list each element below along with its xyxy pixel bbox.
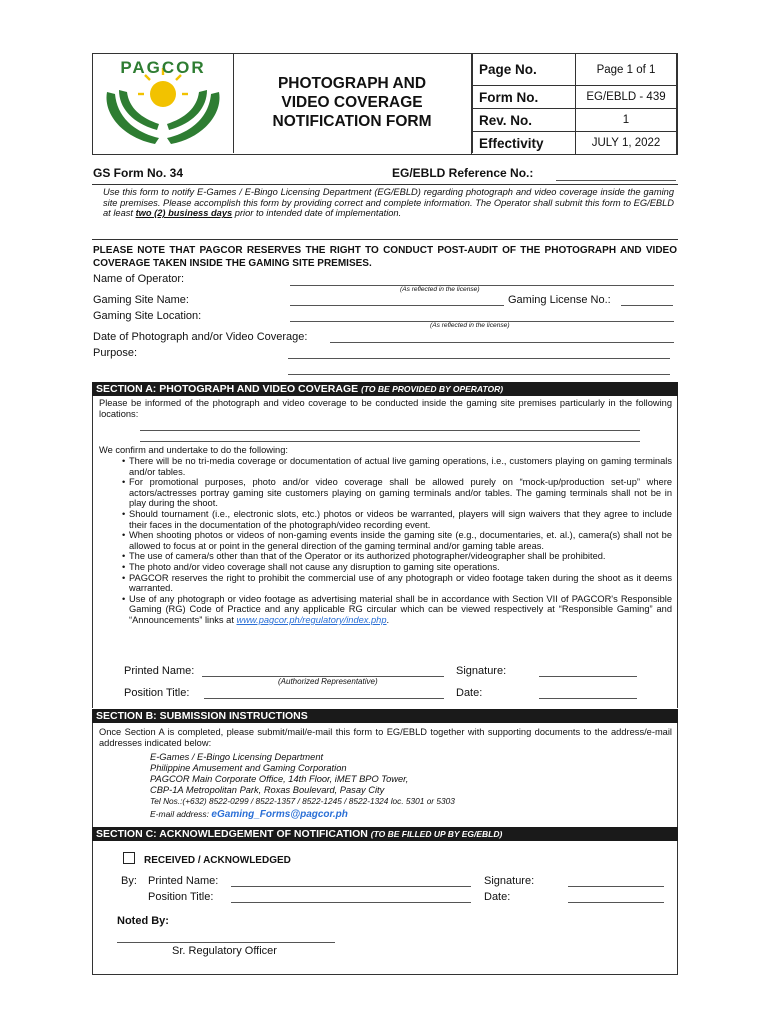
- operator-name-label: Name of Operator:: [93, 273, 185, 285]
- section-b-header: SECTION B: SUBMISSION INSTRUCTIONS: [92, 709, 678, 723]
- effectivity-label: Effectivity: [472, 132, 576, 155]
- undertaking-item: • The photo and/or video coverage shall not cause any disruption to gaming site operations.: [99, 562, 672, 573]
- authorized-rep-note: (Authorized Representative): [278, 677, 378, 686]
- noted-by-signature-field[interactable]: [117, 942, 335, 943]
- deadline-emphasis: two (2) business days: [135, 208, 233, 219]
- page-no-label: Page No.: [472, 54, 576, 86]
- undertaking-item: • When shooting photos or videos of non-gaming events inside the gaming site (e.g., documentaries, et. al.), camera(s) shall not be allowed to focus at or point in the general direction of the gaming terminal and/or gaming table areas.: [99, 530, 672, 551]
- coverage-date-field[interactable]: [330, 342, 674, 343]
- received-checkbox[interactable]: [123, 852, 135, 864]
- section-a-header: SECTION A: PHOTOGRAPH AND VIDEO COVERAGE (TO BE PROVIDED BY OPERATOR): [92, 382, 678, 396]
- position-title-field[interactable]: [204, 698, 444, 699]
- form-title: [233, 74, 471, 131]
- ack-printed-name-label: Printed Name:: [148, 875, 219, 887]
- ack-printed-name-field[interactable]: [231, 886, 471, 887]
- intro-text: Use this form to notify E-Games / E-Bingo Licensing Department (EG/EBLD) regarding photograph and video coverage inside the gaming site premises. Please accomplish this form by providing correct and complete information. The Operator shall submit this form to EG/EBLD at least two (2) business days prior to intended date of implementation.: [103, 187, 674, 219]
- license-note-2: (As reflected in the license): [430, 322, 510, 329]
- ack-signature-label: Signature:: [484, 875, 535, 887]
- form-no-value: EG/EBLD - 439: [576, 86, 677, 109]
- title-line-3: NOTIFICATION FORM: [272, 113, 432, 130]
- undertaking-item: • The use of camera/s other than that of the Operator or its authorized photographer/videographer shall be prohibited.: [99, 551, 672, 562]
- gs-form-number: GS Form No. 34: [93, 166, 184, 180]
- section-a-intro: Please be informed of the photograph and video coverage to be conducted inside the gaming site premises particularly in the following locations:: [99, 398, 672, 419]
- purpose-label: Purpose:: [93, 347, 138, 359]
- regulatory-officer-title: Sr. Regulatory Officer: [172, 945, 277, 957]
- rev-no-value: 1: [576, 109, 677, 132]
- locations-field-line-1[interactable]: [140, 430, 640, 431]
- signature-label: Signature:: [456, 665, 507, 677]
- gaming-site-location-label: Gaming Site Location:: [93, 310, 202, 322]
- ack-signature-field[interactable]: [568, 886, 664, 887]
- undertaking-item: • There will be no tri-media coverage or documentation of actual live gaming operations, i.e., customers playing on gaming terminals and/or tables.: [99, 456, 672, 477]
- undertaking-item: • PAGCOR reserves the right to prohibit the commercial use of any photograph or video footage taken during the shoot as it deems warranted.: [99, 573, 672, 594]
- section-c-header: SECTION C: ACKNOWLEDGEMENT OF NOTIFICATION (TO BE FILLED UP BY EG/EBLD): [92, 827, 678, 841]
- title-line-2: VIDEO COVERAGE: [281, 94, 423, 111]
- purpose-field-line-1[interactable]: [288, 358, 670, 359]
- undertaking-item: • For promotional purposes, photo and/or video coverage shall be allowed purely on “mock-up/production set-up” where actors/actresses portray gaming site customers playing on gaming terminals and/or tables. The gaming terminals shall not be in play during the shoot.: [99, 477, 672, 509]
- title-line-1: PHOTOGRAPH AND: [277, 75, 427, 92]
- gaming-license-no-label: Gaming License No.:: [508, 294, 611, 306]
- ack-date-label: Date:: [484, 891, 511, 903]
- section-b-intro: Once Section A is completed, please submit/mail/e-mail this form to EG/EBLD together with supporting documents to the address/e-mail addresses indicated below:: [99, 727, 672, 748]
- post-audit-notice: PLEASE NOTE THAT PAGCOR RESERVES THE RIGHT TO CONDUCT POST-AUDIT OF THE PHOTOGRAPH AND VIDEO COVERAGE TAKEN INSIDE THE GAMING SITE PREMISES.: [93, 245, 677, 269]
- printed-name-label: Printed Name:: [124, 665, 195, 677]
- date-label: Date:: [456, 687, 483, 699]
- operator-name-field[interactable]: [290, 285, 674, 286]
- email-link[interactable]: eGaming_Forms@pagcor.ph: [211, 809, 348, 820]
- regulatory-link[interactable]: www.pagcor.ph/regulatory/index.php: [236, 614, 387, 625]
- document-meta-table: [471, 53, 677, 155]
- noted-by-label: Noted By:: [117, 915, 169, 927]
- undertaking-item: • Use of any photograph or video footage as advertising material shall be in accordance with Section VII of PAGCOR's Responsible Gaming (RG) Code of Practice and any applicable RG circular which can be viewed respectively at “Responsible Gaming” and “Announcements” links at www.pagcor.ph/regulatory/index.php.: [99, 594, 672, 626]
- coverage-date-label: Date of Photograph and/or Video Coverage:: [93, 331, 308, 343]
- form-no-label: Form No.: [472, 86, 576, 109]
- gaming-site-name-field[interactable]: [290, 305, 504, 306]
- undertaking-list: [99, 456, 672, 626]
- undertaking-item: • Should tournament (i.e., electronic slots, etc.) photos or videos be warranted, players will sign waivers that they agree to include their faces in the documentation of the photograph/video recording event.: [99, 509, 672, 530]
- page-no-value: Page 1 of 1: [576, 54, 677, 86]
- telephone-numbers: Tel Nos.:(+632) 8522-0299 / 8522-1357 / 8522-1245 / 8522-1324 loc. 5301 or 5303: [150, 796, 455, 806]
- gaming-license-no-field[interactable]: [621, 305, 673, 306]
- rev-no-label: Rev. No.: [472, 109, 576, 132]
- ack-date-field[interactable]: [568, 902, 664, 903]
- received-acknowledged-label: RECEIVED / ACKNOWLEDGED: [144, 855, 291, 866]
- date-field[interactable]: [539, 698, 637, 699]
- pagcor-logo: [93, 54, 233, 152]
- license-note-1: (As reflected in the license): [400, 286, 480, 293]
- reference-no-field[interactable]: [556, 180, 676, 181]
- logo-wordmark: PAGCOR: [120, 58, 206, 77]
- ack-position-title-field[interactable]: [231, 902, 471, 903]
- signature-field[interactable]: [539, 676, 637, 677]
- purpose-field-line-2[interactable]: [288, 374, 670, 375]
- undertaking-intro: We confirm and undertake to do the following:: [99, 445, 288, 455]
- by-label: By:: [121, 875, 137, 887]
- gaming-site-name-label: Gaming Site Name:: [93, 294, 189, 306]
- reference-label: EG/EBLD Reference No.:: [392, 166, 534, 180]
- mailing-address: E-Games / E-Bingo Licensing Department Philippine Amusement and Gaming Corporation PAGCOR Main Corporate Office, 14th Floor, iMET BPO Tower, CBP-1A Metropolitan Park, Roxas Boulevard, Pasay City Tel Nos.:(+632) 8522-0299 / 8522-1357 / 8522-1245 / 8522-1324 loc. 5301 or 5303 E-mail address: eGaming_Forms@pagcor.ph: [150, 752, 455, 820]
- ack-position-title-label: Position Title:: [148, 891, 214, 903]
- effectivity-value: JULY 1, 2022: [576, 132, 677, 155]
- locations-field-line-2[interactable]: [140, 441, 640, 442]
- position-title-label: Position Title:: [124, 687, 190, 699]
